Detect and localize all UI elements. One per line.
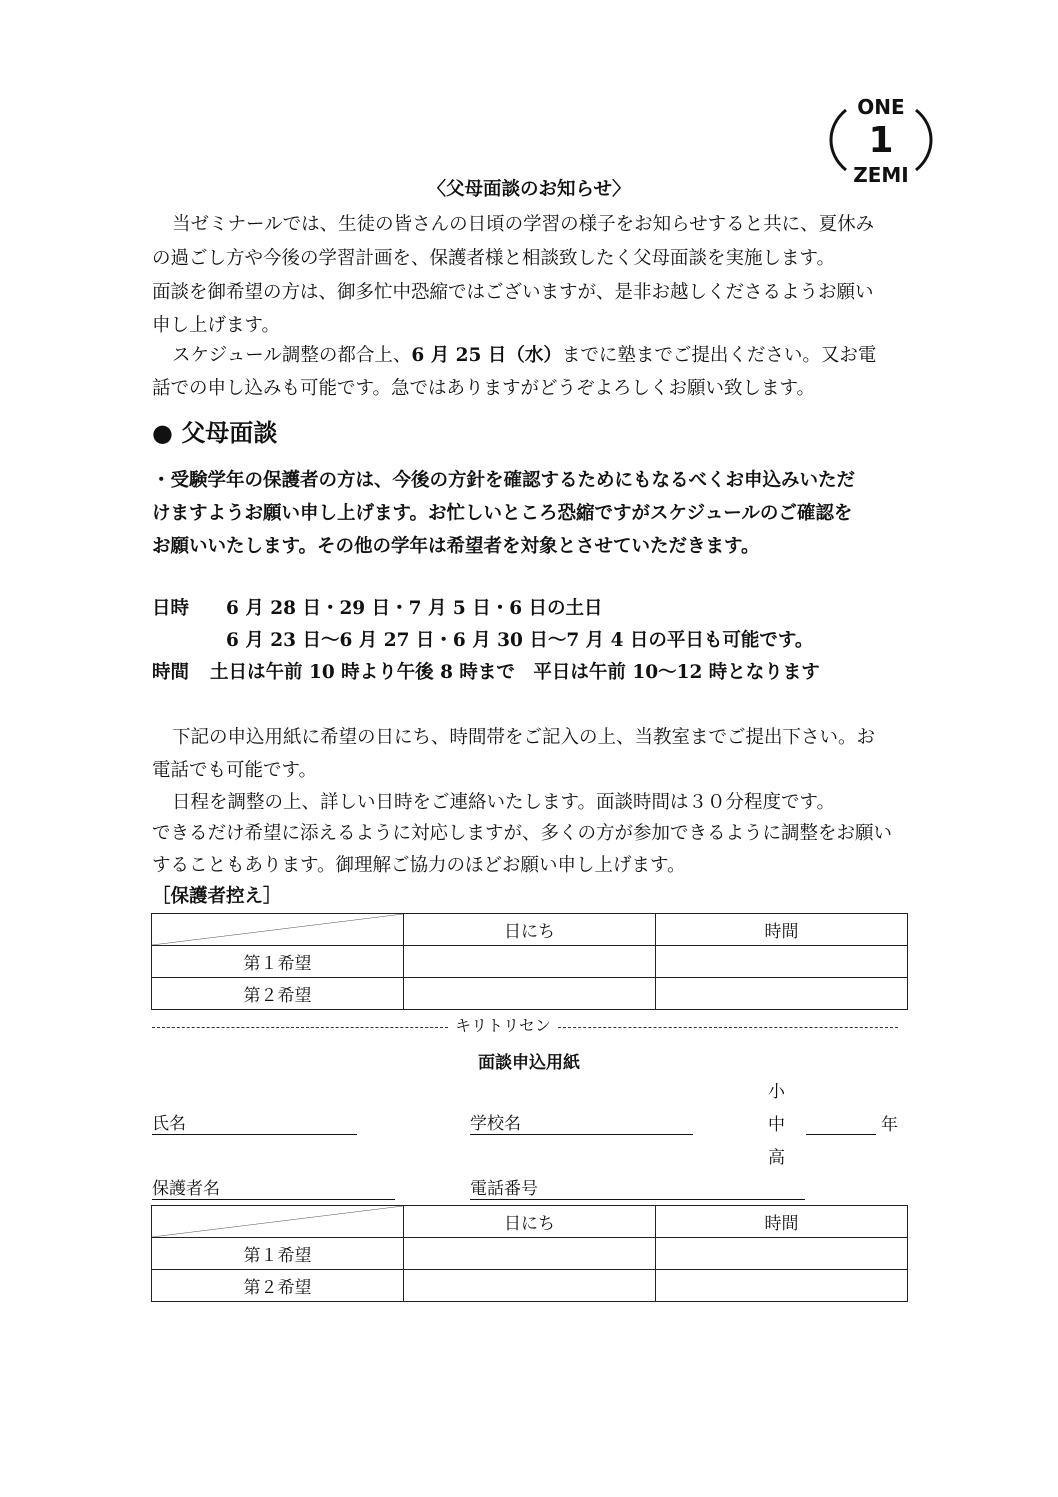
header-time: 時間	[656, 914, 908, 946]
notice-line: お願いいたします。その他の学年は希望者を対象とさせていただきます。	[152, 536, 760, 557]
body-line: 下記の申込用紙に希望の日にち、時間帯をご記入の上、当教室までご提出下さい。お	[172, 727, 876, 748]
grade-elementary: 小	[768, 1082, 785, 1102]
cutline-label: キリトリセン	[455, 1016, 551, 1035]
header-date: 日にち	[404, 914, 656, 946]
section-heading	[152, 420, 277, 446]
year-label: 年	[881, 1115, 898, 1135]
svg-text:ZEMI: ZEMI	[853, 163, 909, 184]
deadline-line	[172, 346, 876, 366]
time-field[interactable]	[656, 978, 908, 1010]
school-label: 学校名	[470, 1114, 521, 1134]
year-field[interactable]	[806, 1134, 876, 1135]
intro-line: 申し上げます。	[152, 315, 281, 336]
intro-line: 当ゼミナールでは、生徒の皆さんの日頃の学習の様子をお知らせすると共に、夏休み	[172, 214, 875, 235]
deadline-line-2: 話での申し込みも可能です。急ではありますがどうぞよろしくお願い致します。	[152, 378, 816, 399]
form-title: 面談申込用紙	[478, 1053, 580, 1073]
phone-field[interactable]	[470, 1179, 805, 1200]
guardian-copy-table	[151, 913, 908, 1010]
diagonal-cell	[152, 1206, 404, 1238]
name-field[interactable]	[152, 1114, 357, 1135]
date-field[interactable]	[404, 978, 656, 1010]
schedule-time-label: 時間	[152, 662, 190, 683]
time-field[interactable]	[656, 946, 908, 978]
guardian-name-label: 保護者名	[152, 1179, 220, 1199]
intro-line: 面談を御希望の方は、御多忙中恐縮ではございますが、是非お越しくださるようお願い	[152, 282, 874, 303]
body-line: できるだけ希望に添えるように対応しますが、多くの方が参加できるように調整をお願い	[152, 823, 893, 844]
schedule-date-line-2: 6 月 23 日～6 月 27 日・6 月 30 日～7 月 4 日の平日も可能です。	[226, 630, 814, 651]
schedule-time-value: 土日は午前 10 時より午後 8 時まで 平日は午前 10～12 時となります	[210, 662, 820, 683]
grade-junior-high: 中	[768, 1115, 785, 1135]
row-label-first-choice: 第１希望	[152, 1238, 404, 1270]
schedule-date-line-1: 6 月 28 日・29 日・7 月 5 日・6 日の土日	[226, 598, 603, 619]
body-line: することもあります。御理解ご協力のほどお願い申し上げます。	[152, 855, 686, 876]
body-line: 電話でも可能です。	[152, 760, 318, 781]
notice-line: けますようお願い申し上げます。お忙しいところ恐縮ですがスケジュールのご確認を	[152, 503, 853, 524]
intro-line: の過ごし方や今後の学習計画を、保護者様と相談致したく父母面談を実施します。	[152, 248, 836, 269]
date-field[interactable]	[404, 1270, 656, 1302]
row-label-first-choice: 第１希望	[152, 946, 404, 978]
bullet: ●	[152, 419, 173, 447]
date-field[interactable]	[404, 1238, 656, 1270]
svg-text:1: 1	[868, 120, 894, 161]
application-table	[151, 1205, 908, 1302]
school-field[interactable]	[470, 1114, 693, 1135]
deadline-suffix: までに塾までご提出ください。又お電	[561, 345, 877, 366]
diagonal-cell	[152, 914, 404, 946]
row-label-second-choice: 第２希望	[152, 978, 404, 1010]
body-line: 日程を調整の上、詳しい日時をご連絡いたします。面談時間は３０分程度です。	[172, 792, 836, 813]
time-field[interactable]	[656, 1270, 908, 1302]
grade-high: 高	[768, 1148, 785, 1168]
cut-dashes-left	[152, 1027, 448, 1028]
deadline-date: 6 月 25 日（水）	[411, 345, 562, 366]
svg-text:ONE: ONE	[857, 95, 905, 119]
name-label: 氏名	[152, 1114, 186, 1134]
copy-label: ［保護者控え］	[152, 886, 282, 907]
guardian-name-field[interactable]	[152, 1179, 395, 1200]
date-field[interactable]	[404, 946, 656, 978]
header-time: 時間	[656, 1206, 908, 1238]
cut-dashes-right	[558, 1027, 898, 1028]
one-zemi-logo	[828, 92, 934, 184]
header-date: 日にち	[404, 1206, 656, 1238]
page-title: 〈父母面談のお知らせ〉	[427, 179, 631, 200]
schedule-date-label: 日時	[152, 598, 190, 619]
notice-line: ・受験学年の保護者の方は、今後の方針を確認するためにもなるべくお申込みいただ	[152, 470, 856, 491]
section-heading-text: 父母面談	[181, 419, 278, 447]
phone-label: 電話番号	[470, 1179, 538, 1199]
row-label-second-choice: 第２希望	[152, 1270, 404, 1302]
deadline-prefix: スケジュール調整の都合上、	[172, 345, 412, 366]
time-field[interactable]	[656, 1238, 908, 1270]
